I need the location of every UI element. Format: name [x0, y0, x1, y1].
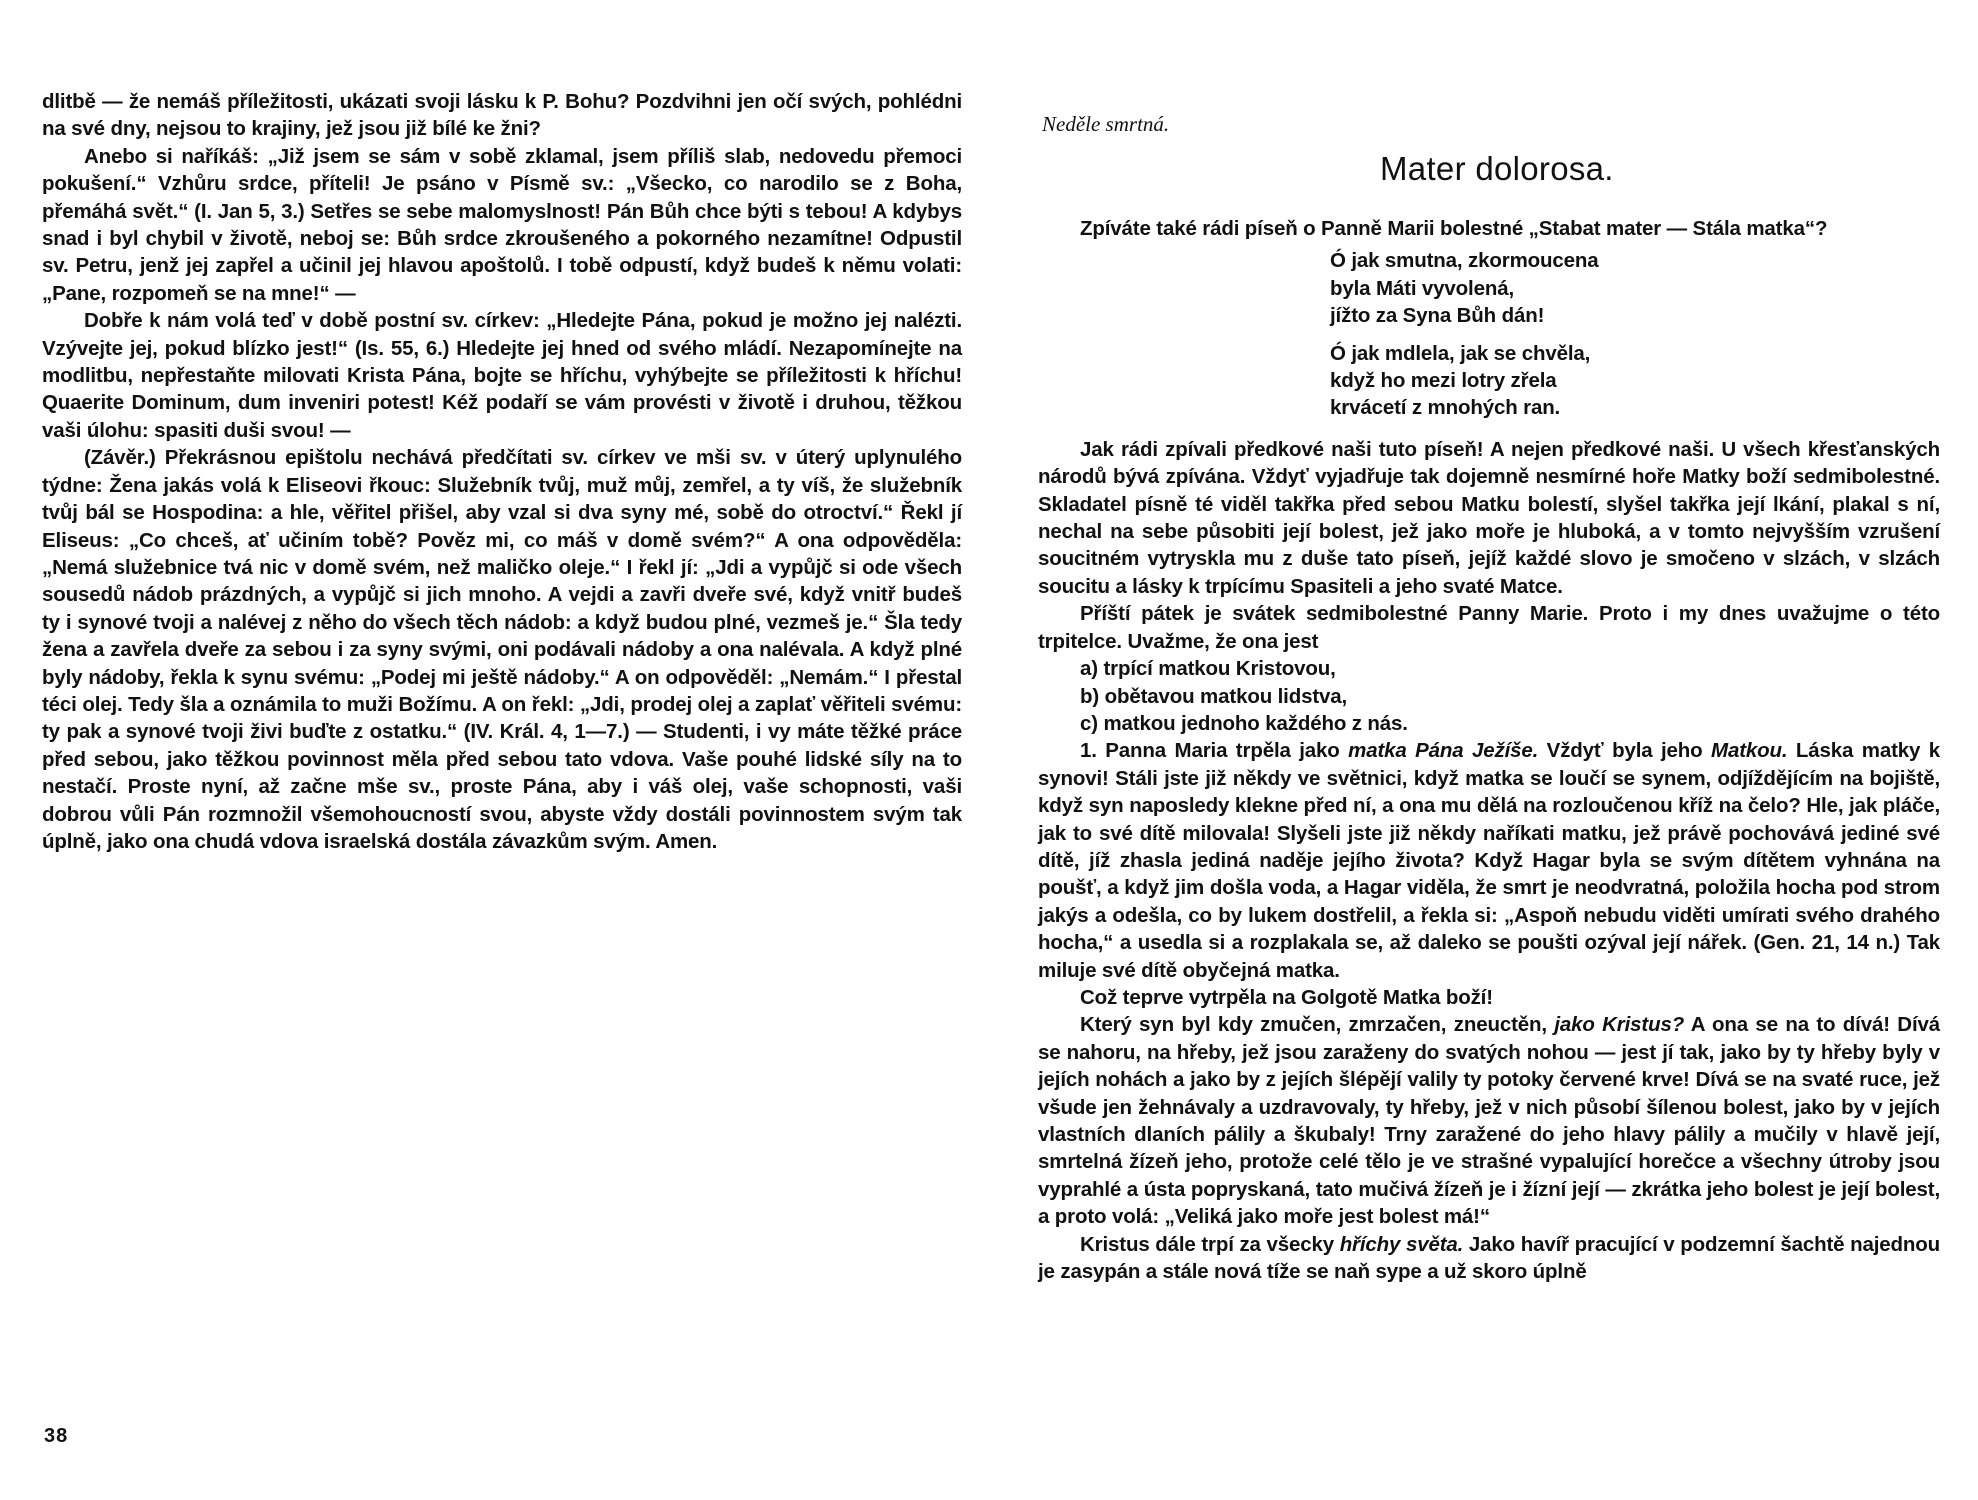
right-page [990, 0, 1978, 1500]
text-run: Láska matky k synovi! Stáli jste již někdy ve světnici, když matka se loučí se synem, odjíždějícím na bojiště, když syn naposledy klekne před ní, a ona mu dělá na rozloučenou kříž na čelo? Hle, jak pláče, jak to své dítě milovala! Slyšeli jste již někdy naříkati matku, jež právě pochovává jediné své dítě, jíž zhasla jediná naděje jejího života? Když Hagar byla se svým dítětem vyhnána na poušť, a když jim došla voda, a Hagar viděla, že smrt je neodvratná, položila hocha pod strom jakýs a odešla, co by lukem dostřelil, a řekla si: „Aspoň nebudu viděti umírati svého drahého hocha,“ a usedla si a rozplakala se, až daleko se poušti ozýval její nářek. (Gen. 21, 14 n.) Tak miluje své dítě obyčejná matka. [1038, 739, 1941, 982]
paragraph: Což teprve vytrpěla na Golgotě Matka boží! [1080, 985, 1493, 1009]
text-run: A ona se na to dívá! Dívá se nahoru, na hřeby, jež jsou zaraženy do svatých nohou — jest jí tak, jako by ty hřeby byly v jejích nohách a jako by z jejích šlépějí valily ty potoky červené krve! Dívá se na svaté ruce, jež všude jen žehnávaly a uzdravovaly, ty hřeby, jež v nich působí šílenou bolest, jako by v jejích vlastních dlaních pálily a škubaly! Trny zaražené do jeho hlavy pálily a mučily v hlavě její, smrtelná žízeň jeho, protože celé tělo je ve strašné vypalující horečce a všechny útroby jsou vyprahlé a ústa popryskaná, tato mučivá žízeň je i žízní její — zkrátka jeho bolest je její bolest, a proto volá: „Veliká jako moře jest bolest má!“ [1038, 1013, 1941, 1229]
paragraph [1038, 1011, 1940, 1230]
poem-line: byla Máti vyvolená, [1330, 276, 1515, 300]
point-list [1038, 655, 1940, 737]
paragraph: (Závěr.) Překrásnou epištolu nechává předčítati sv. církev ve mši sv. v úterý uplynulého týdne: Žena jakás volá k Eliseovi řkouc: Služebník tvůj, muž můj, zemřel, a ty víš, že služebník tvůj bál se Hospodina: a hle, věřitel přišel, aby vzal si dva syny mé, sobě do otroctví.“ Řekl jí Eliseus: „Co chceš, ať učiním tobě? Pověz mi, co máš v domě svém?“ A ona odpověděla: „Nemá služebnice tvá nic v domě svém, než maličko oleje.“ I řekl jí: „Jdi a vypůjč si ode všech sousedů nádob prázdných, a vypůjč si jich mnoho. A vejdi a zavři dveře své, když vnitř budeš ty i synové tvoji a nalévej z něho do všech těch nádob: a když budou plné, vezmeš je.“ Šla tedy žena a zavřela dveře za sebou i za syny svými, oni podávali nádoby a ona nalévala. A když plné byly nádoby, řekla k synu svému: „Podej mi ještě nádoby.“ A on odpověděl: „Nemám.“ I přestal téci olej. Tedy šla a oznámila to muži Božímu. A on řekl: „Jdi, prodej olej a zaplať věřiteli svému: ty pak a synové tvoji živi buďte z ostatku.“ (IV. Král. 4, 1—7.) — Studenti, i vy máte těžké práce před sebou, jako těžkou povinnost měla před sebou tato vdova. Vaše pouhé lidské síly na to nestačí. Proste nyní, až začne mše sv., proste Pána, aby i váš olej, vaše schopnosti, vaši dobrou vůli Pán rozmnožil všemohoucností svou, abyste vždy dostáli povinnostem svým tak úplně, jako ona chudá vdova israelská dostála závazkům svým. Amen. [42, 446, 962, 853]
poem-stanza [1330, 340, 1940, 422]
page-number: 38 [44, 1425, 69, 1447]
text-run: Vždyť byla jeho [1538, 739, 1712, 763]
poem-line: krvácetí z mnohých ran. [1330, 396, 1561, 420]
poem [1330, 247, 1940, 421]
text-run: Jako havíř pracující v podzemní šachtě najednou je zasypán a stále nová tíže se naň sype a už skoro úplně [1038, 1232, 1940, 1284]
text-run: Který syn byl kdy zmučen, zmrzačen, zneuctěn, [1080, 1013, 1555, 1037]
poem-line: když ho mezi lotry zřela [1330, 369, 1557, 393]
section-title: Mater dolorosa. [1380, 150, 1614, 187]
poem-line: Ó jak smutna, zkormoucena [1330, 249, 1599, 273]
emphasis: Matkou. [1711, 739, 1788, 763]
paragraph: Anebo si naříkáš: „Již jsem se sám v sobě zklamal, jsem příliš slab, nedovedu přemoci pokušení.“ Vzhůru srdce, příteli! Je psáno v Písmě sv.: „Všecko, co narodilo se z Boha, přemáhá svět.“ (I. Jan 5, 3.) Setřes se sebe malomyslnost! Pán Bůh chce býti s tebou! A kdybys snad i byl chybil v životě, neboj se: Bůh srdce zkroušeného a pokorného nezamítne! Odpustil sv. Petru, jenž jej zapřel a učinil jej hlavou apoštolů. I tobě odpustí, když budeš k němu volati: „Pane, rozpomeň se na mne!“ — [42, 144, 962, 305]
paragraph: Příští pátek je svátek sedmibolestné Panny Marie. Proto i my dnes uvažujme o této trpitelce. Uvažme, že ona jest [1038, 602, 1940, 653]
list-item: a) trpící matkou Kristovou, [1080, 657, 1336, 681]
paragraph: dlitbě — že nemáš příležitosti, ukázati svoji lásku k P. Bohu? Pozdvihni jen očí svých, pohlédni na své dny, nejsou to krajiny, jež jsou již bílé ke žni? [42, 90, 962, 141]
left-column-text [42, 88, 962, 855]
poem-stanza [1330, 247, 1940, 329]
intro-paragraph: Zpíváte také rádi píseň o Panně Marii bolestné „Stabat mater — Stála matka“? [1080, 217, 1828, 240]
paragraph: Dobře k nám volá teď v době postní sv. církev: „Hledejte Pána, pokud je možno jej nalézti. Vzývejte jej, pokud blízko jest!“ (Is. 55, 6.) Hledejte jej hned od svého mládí. Nezapomínejte na modlitbu, nepřestaňte milovati Krista Pána, bojte se hříchu, vyhýbejte se příležitosti k hříchu! Quaerite Dominum, dum inveniri potest! Kéž podaří se vám provésti v životě i druhou, těžkou vaši úlohu: spasiti duši svou! — [42, 309, 962, 442]
paragraph [1038, 1231, 1940, 1286]
list-item: c) matkou jednoho každého z nás. [1080, 711, 1408, 735]
poem-line: Ó jak mdlela, jak se chvěla, [1330, 341, 1591, 365]
paragraph [1038, 737, 1940, 984]
emphasis: jako Kristus? [1554, 1013, 1685, 1037]
running-head: Neděle smrtná. [1042, 112, 1170, 136]
poem-line: jížto za Syna Bůh dán! [1330, 304, 1545, 328]
paragraph: Jak rádi zpívali předkové naši tuto píseň! A nejen předkové naši. U všech křesťanských národů bývá zpívána. Vždyť vyjadřuje tak dojemně nesmírné hoře Matky boží sedmibolestné. Skladatel písně té viděl takřka před sebou Matku bolestí, slyšel takřka její lkání, plakal s ní, nechal na sebe působiti její bolest, jež jako moře je hluboká, a v tomto nejvyšším vzrušení soucitném vytryskla mu z duše tato píseň, jejíž každé slovo je smočeno v slzách, v slzách soucitu a lásky k trpícímu Spasiteli a jeho svaté Matce. [1038, 437, 1940, 598]
list-item: b) obětavou matkou lidstva, [1080, 684, 1348, 708]
emphasis: hříchy světa. [1339, 1232, 1464, 1256]
right-column-text [1038, 215, 1940, 1285]
text-run: 1. Panna Maria trpěla jako [1080, 739, 1349, 763]
emphasis: matka Pána Ježíše. [1348, 739, 1539, 763]
text-run: Kristus dále trpí za všecky [1080, 1232, 1340, 1256]
